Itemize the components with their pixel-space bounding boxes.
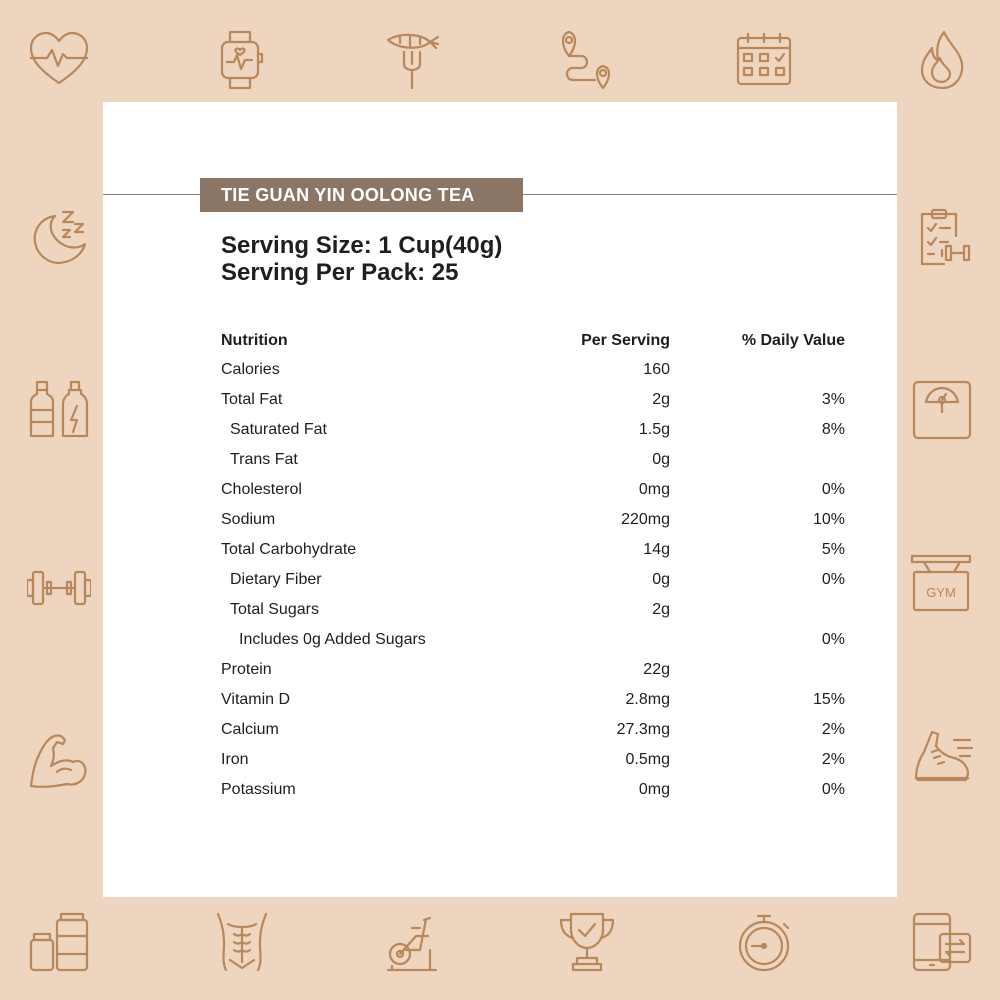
per-serving-value: 160 bbox=[643, 361, 670, 378]
nutrient-name: Total Sugars bbox=[230, 601, 319, 618]
per-serving-value: 0mg bbox=[638, 481, 670, 498]
workout-plan-icon bbox=[910, 206, 974, 270]
product-title: TIE GUAN YIN OOLONG TEA bbox=[200, 178, 523, 212]
table-header bbox=[221, 330, 861, 351]
table-row bbox=[221, 535, 861, 565]
nutrient-name: Cholesterol bbox=[221, 481, 302, 498]
table-row bbox=[221, 625, 861, 655]
gym-sign-icon bbox=[910, 550, 974, 614]
heart-rate-icon bbox=[27, 28, 91, 92]
column-header-daily-value: % Daily Value bbox=[741, 332, 845, 349]
nutrient-name: Sodium bbox=[221, 511, 276, 528]
table-row bbox=[221, 715, 861, 745]
table-row bbox=[221, 415, 861, 445]
per-serving-value: 14g bbox=[643, 541, 670, 558]
exercise-bike-icon bbox=[380, 910, 444, 974]
trophy-icon bbox=[555, 910, 619, 974]
nutrition-table bbox=[221, 330, 861, 805]
per-serving-value: 0mg bbox=[638, 781, 670, 798]
carrot-fork-icon bbox=[380, 28, 444, 92]
table-row bbox=[221, 505, 861, 535]
abs-torso-icon bbox=[210, 910, 274, 974]
serving-per-pack: Serving Per Pack: 25 bbox=[221, 259, 459, 286]
column-header-per-serving: Per Serving bbox=[581, 332, 670, 349]
nutrient-name: Saturated Fat bbox=[230, 421, 327, 438]
per-serving-value: 2g bbox=[652, 601, 670, 618]
daily-value: 0% bbox=[821, 571, 845, 588]
nutrient-name: Total Fat bbox=[221, 391, 283, 408]
table-row bbox=[221, 565, 861, 595]
table-row bbox=[221, 655, 861, 685]
table-row bbox=[221, 595, 861, 625]
per-serving-value: 1.5g bbox=[638, 421, 670, 438]
per-serving-value: 27.3mg bbox=[616, 721, 670, 738]
per-serving-value: 220mg bbox=[621, 511, 670, 528]
column-header-nutrition: Nutrition bbox=[221, 332, 288, 349]
nutrient-name: Protein bbox=[221, 661, 272, 678]
nutrient-name: Calories bbox=[221, 361, 280, 378]
table-row bbox=[221, 775, 861, 805]
serving-info bbox=[221, 232, 502, 286]
calendar-icon bbox=[732, 28, 796, 92]
table-row bbox=[221, 745, 861, 775]
nutrient-name: Trans Fat bbox=[230, 451, 298, 468]
gym-sign-text: GYM bbox=[926, 585, 956, 600]
sleep-icon bbox=[27, 206, 91, 270]
nutrient-name: Vitamin D bbox=[221, 691, 291, 708]
table-row bbox=[221, 685, 861, 715]
table-row bbox=[221, 385, 861, 415]
per-serving-value: 0.5mg bbox=[625, 751, 670, 768]
nutrient-name: Potassium bbox=[221, 781, 296, 798]
table-row bbox=[221, 475, 861, 505]
table-row bbox=[221, 355, 861, 385]
flame-icon bbox=[910, 28, 974, 92]
daily-value: 2% bbox=[821, 751, 845, 768]
flexed-arm-icon bbox=[27, 728, 91, 792]
per-serving-value: 0g bbox=[652, 451, 670, 468]
supplements-icon bbox=[27, 910, 91, 974]
daily-value: 0% bbox=[821, 631, 845, 648]
route-map-icon bbox=[555, 28, 619, 92]
stopwatch-icon bbox=[732, 910, 796, 974]
serving-size: Serving Size: 1 Cup(40g) bbox=[221, 232, 503, 259]
daily-value: 15% bbox=[812, 691, 845, 708]
smartwatch-icon bbox=[210, 28, 274, 92]
table-row bbox=[221, 445, 861, 475]
running-shoe-icon bbox=[910, 728, 974, 792]
daily-value: 0% bbox=[821, 781, 845, 798]
nutrient-name: Total Carbohydrate bbox=[221, 541, 357, 558]
daily-value: 0% bbox=[821, 481, 845, 498]
nutrient-name: Calcium bbox=[221, 721, 279, 738]
phone-sync-icon bbox=[910, 910, 974, 974]
nutrient-name: Iron bbox=[221, 751, 249, 768]
daily-value: 8% bbox=[821, 421, 845, 438]
daily-value: 2% bbox=[821, 721, 845, 738]
nutrient-name: Dietary Fiber bbox=[230, 571, 322, 588]
weight-scale-icon bbox=[910, 378, 974, 442]
daily-value: 10% bbox=[812, 511, 845, 528]
per-serving-value: 22g bbox=[643, 661, 670, 678]
per-serving-value: 2g bbox=[652, 391, 670, 408]
nutrient-name: Includes 0g Added Sugars bbox=[239, 631, 426, 648]
per-serving-value: 2.8mg bbox=[625, 691, 670, 708]
daily-value: 3% bbox=[821, 391, 845, 408]
water-bottles-icon bbox=[27, 378, 91, 442]
dumbbell-icon bbox=[27, 556, 91, 620]
daily-value: 5% bbox=[821, 541, 845, 558]
per-serving-value: 0g bbox=[652, 571, 670, 588]
